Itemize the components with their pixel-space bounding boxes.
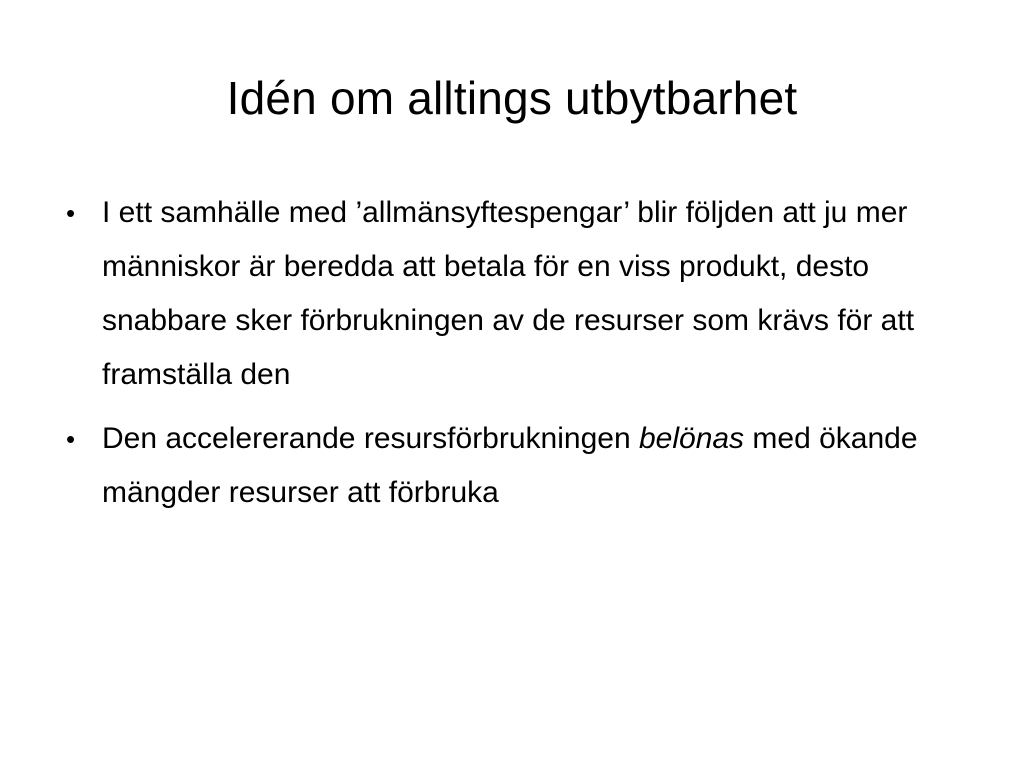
bullet-text-1: I ett samhälle med ’allmänsyftespengar’ blir följden att ju mer människor är beredda att betala för en viss produkt, desto snabbare sker förbrukningen av de resurser som krävs för att framställa den xyxy=(102,196,915,391)
bullet-dot-icon: • xyxy=(66,198,76,228)
bullet-text-2-after: med ökande mängder resurser att förbruka xyxy=(102,422,918,509)
bullet-item-2 xyxy=(64,412,974,520)
bullet-list xyxy=(64,186,974,520)
bullet-text-2-before: Den accelererande resursförbrukningen xyxy=(102,422,639,455)
bullet-dot-icon: • xyxy=(66,424,76,454)
bullet-item-1 xyxy=(64,186,974,402)
slide-content xyxy=(64,186,974,530)
bullet-text-2-emphasis: belönas xyxy=(638,422,745,455)
slide-title: Idén om alltings utbytbarhet xyxy=(226,72,798,124)
